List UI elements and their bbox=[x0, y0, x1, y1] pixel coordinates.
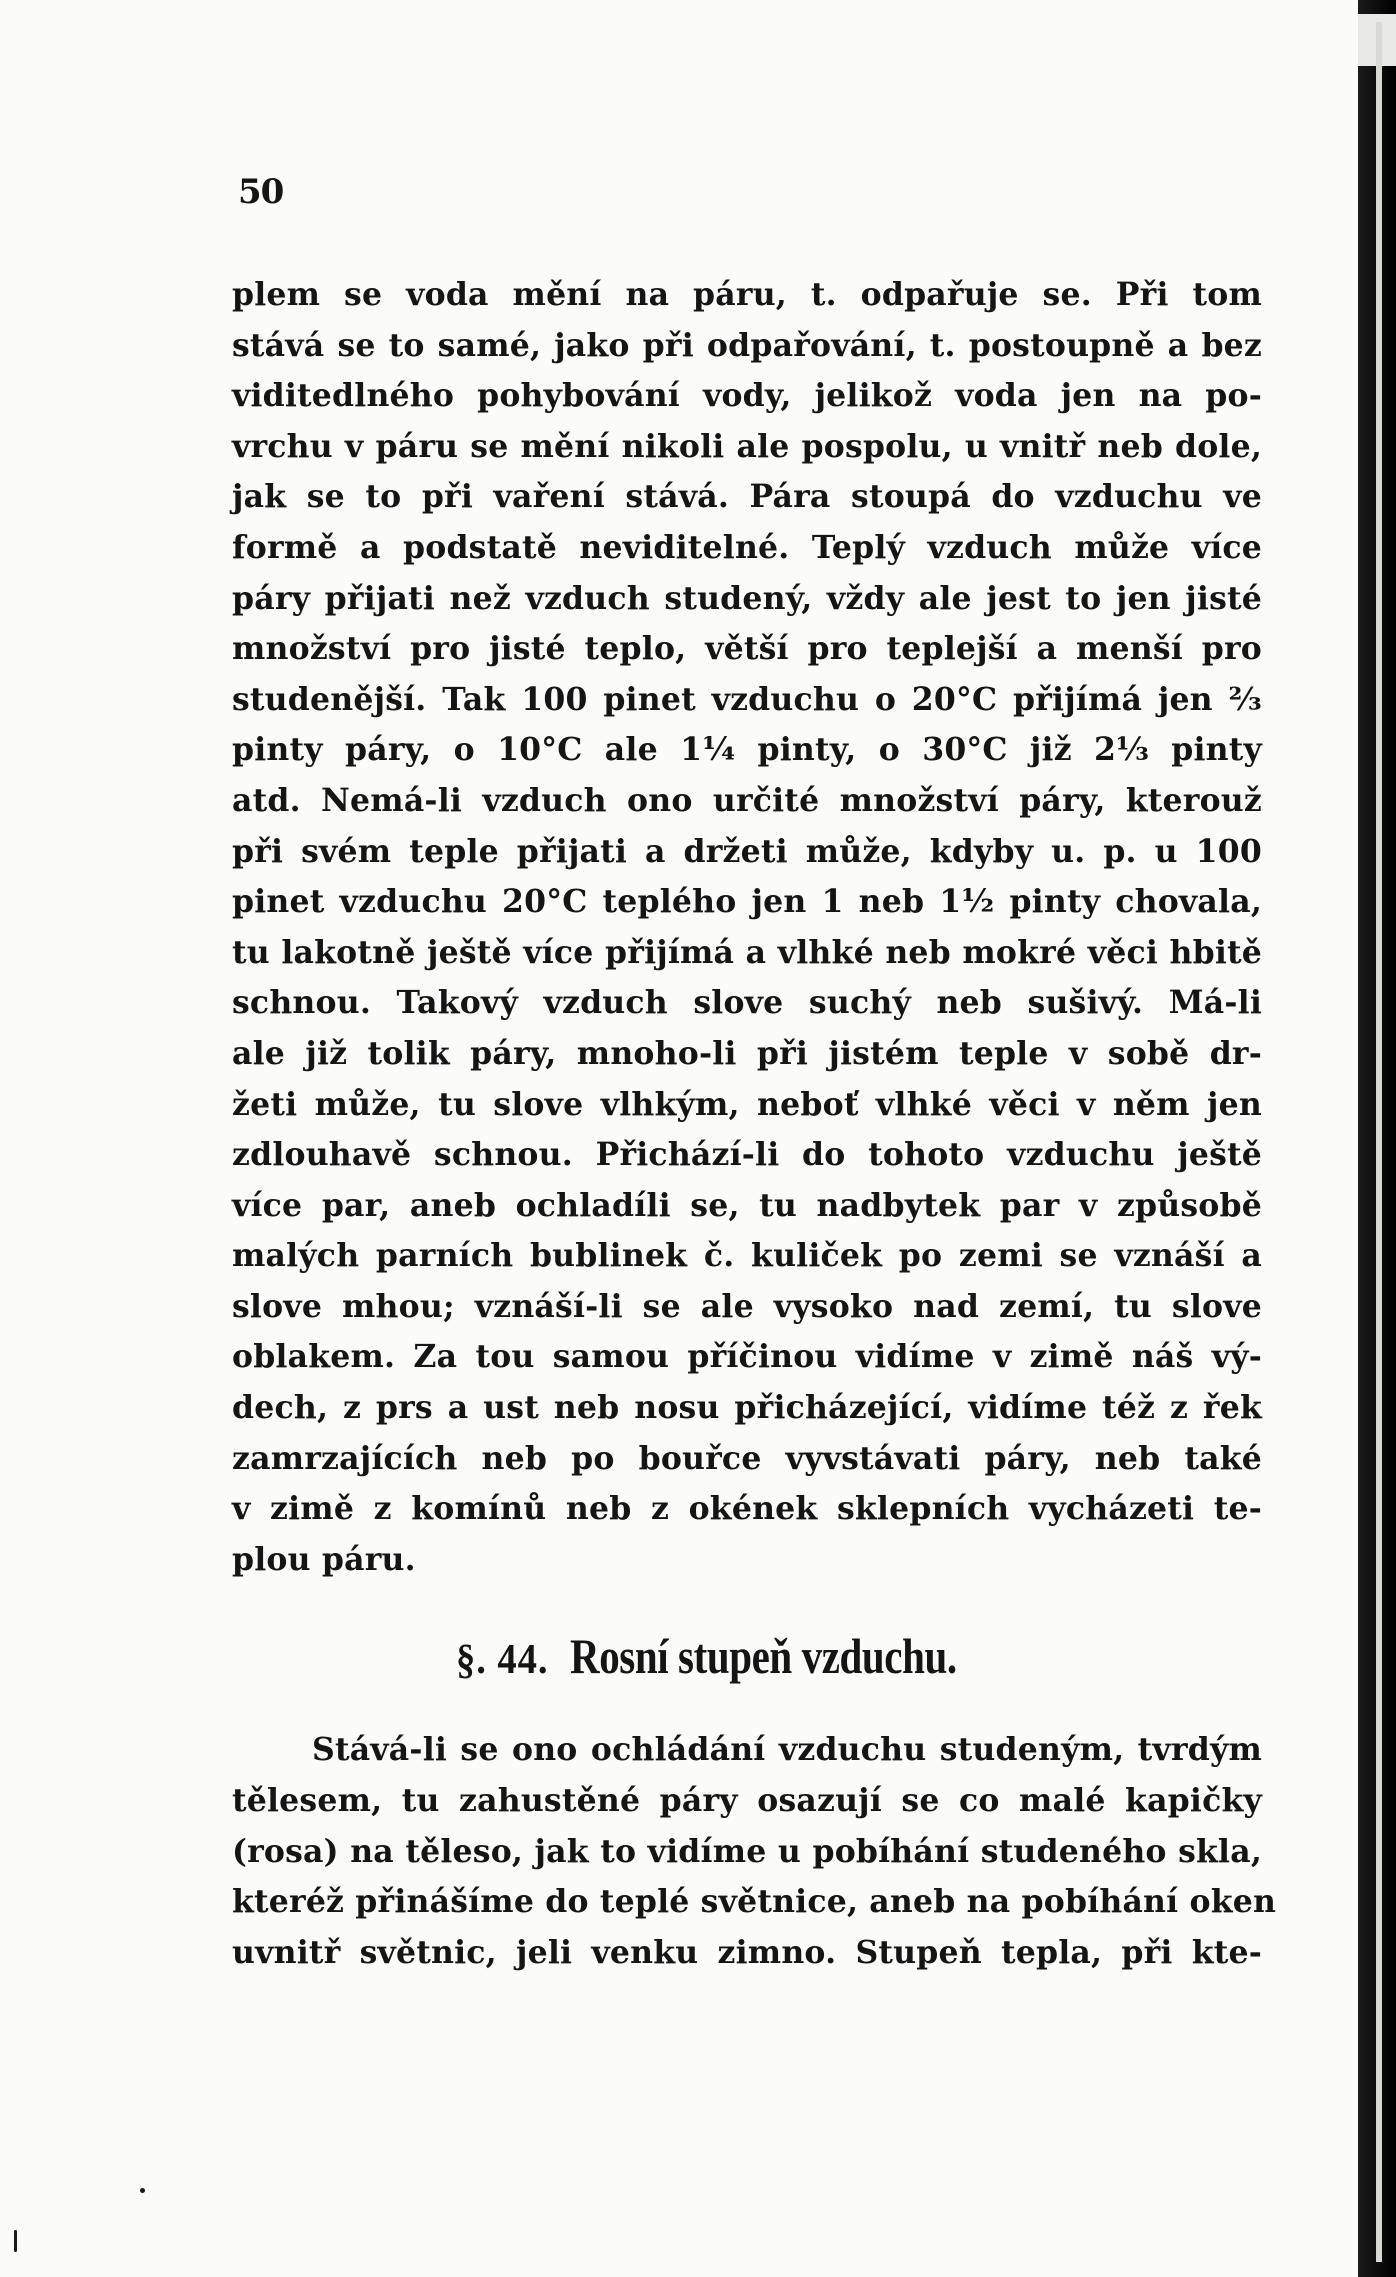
text-line: žeti může, tu slove vlhkým, neboť vlhké věci v něm jen bbox=[232, 1085, 1262, 1123]
text-line: více par, aneb ochladíli se, tu nadbytek par v způsobě bbox=[232, 1186, 1262, 1224]
text-line: jak se to při vaření stává. Pára stoupá do vzduchu ve bbox=[232, 478, 1262, 516]
text-line: tu lakotně ještě více přijímá a vlhké neb mokré věci hbitě bbox=[232, 933, 1262, 971]
text-line: malých parních bublinek č. kuliček po zemi se vznáší a bbox=[232, 1237, 1262, 1275]
text-line: (rosa) na těleso, jak to vidíme u pobíhání studeného skla, bbox=[232, 1832, 1262, 1870]
text-line: atd. Nemá-li vzduch ono určité množství páry, kterouž bbox=[232, 781, 1262, 819]
page-text bbox=[232, 168, 1277, 1978]
scan-speck bbox=[14, 2230, 17, 2252]
text-line: studenější. Tak 100 pinet vzduchu o 20°C přijímá jen ²⁄₃ bbox=[232, 680, 1262, 718]
text-line: tělesem, tu zahustěné páry osazují se co malé kapičky bbox=[232, 1782, 1262, 1820]
text-line: plem se voda mění na páru, t. odpařuje se. Při tom bbox=[232, 276, 1262, 313]
text-line: viditedlného pohybování vody, jelikož voda jen na po- bbox=[232, 377, 1262, 415]
text-line: formě a podstatě neviditelné. Teplý vzduch může více bbox=[232, 528, 1262, 566]
section-title: Rosní stupeň vzduchu. bbox=[570, 1628, 958, 1685]
text-line: v zimě z komínů neb z okének sklepních vycházeti te- bbox=[232, 1490, 1262, 1528]
text-line: Stává-li se ono ochládání vzduchu studeným, tvrdým bbox=[312, 1731, 1262, 1769]
text-line: pinet vzduchu 20°C teplého jen 1 neb 1½ pinty chovala, bbox=[232, 883, 1262, 921]
text-line: ale již tolik páry, mnoho-li při jistém teple v sobě dr- bbox=[232, 1034, 1262, 1072]
section-heading bbox=[232, 1627, 1262, 1685]
text-line: zdlouhavě schnou. Přichází-li do tohoto vzduchu ještě bbox=[232, 1136, 1262, 1174]
text-line: plou páru. bbox=[232, 1540, 416, 1578]
text-line: vrchu v páru se mění nikoli ale pospolu, u vnitř neb dole, bbox=[232, 427, 1262, 465]
text-line: zamrzajících neb po bouřce vyvstávati páry, neb také bbox=[232, 1439, 1262, 1477]
paragraph-2 bbox=[232, 1725, 1277, 1978]
paragraph-1 bbox=[232, 270, 1262, 1585]
text-line: dech, z prs a ust neb nosu přicházející, vidíme též z řek bbox=[232, 1389, 1262, 1427]
text-line: oblakem. Za tou samou příčinou vidíme v zimě náš vý- bbox=[232, 1338, 1262, 1376]
text-line: uvnitř světnic, jeli venku zimno. Stupeň tepla, při kte- bbox=[232, 1933, 1262, 1971]
text-line: kteréž přinášíme do teplé světnice, aneb na pobíhání oken bbox=[232, 1883, 1277, 1921]
text-line: při svém teple přijati a držeti může, kdyby u. p. u 100 bbox=[232, 832, 1262, 870]
page-number: 50 bbox=[238, 172, 284, 212]
text-line: páry přijati než vzduch studený, vždy ale jest to jen jisté bbox=[232, 579, 1262, 617]
text-line: množství pro jisté teplo, větší pro teplejší a menší pro bbox=[232, 630, 1262, 668]
text-line: stává se to samé, jako při odpařování, t. postoupně a bez bbox=[232, 326, 1262, 364]
page-edge-strip bbox=[1376, 22, 1382, 2262]
section-number: §. 44. bbox=[455, 1637, 549, 1684]
text-line: schnou. Takový vzduch slove suchý neb sušivý. Má-li bbox=[232, 984, 1262, 1022]
scan-speck bbox=[140, 2188, 145, 2193]
text-line: slove mhou; vznáší-li se ale vysoko nad zemí, tu slove bbox=[232, 1287, 1262, 1325]
text-line: pinty páry, o 10°C ale 1¼ pinty, o 30°C již 2⅓ pinty bbox=[232, 731, 1262, 769]
